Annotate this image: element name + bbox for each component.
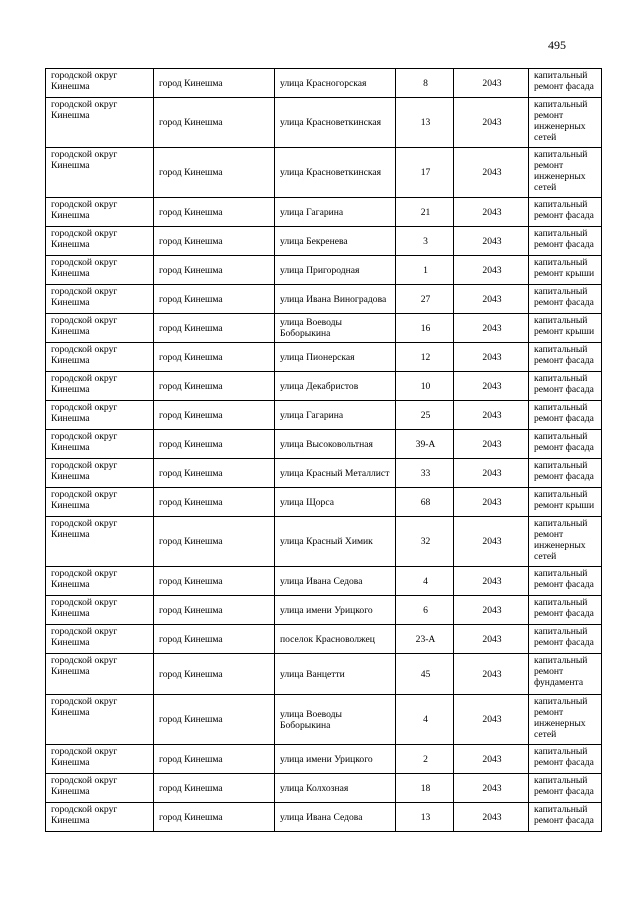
street-cell: улица Воеводы Боборыкина <box>275 695 396 745</box>
house-cell: 27 <box>396 285 454 314</box>
registry-table <box>45 68 602 832</box>
street-cell: улица Щорса <box>275 488 396 517</box>
table-row <box>46 774 602 803</box>
work-cell: капитальный ремонт фасада <box>529 227 602 256</box>
table-row <box>46 488 602 517</box>
house-cell: 25 <box>396 401 454 430</box>
house-cell: 12 <box>396 343 454 372</box>
okrug-cell: городской округ Кинешма <box>46 596 154 625</box>
okrug-cell: городской округ Кинешма <box>46 567 154 596</box>
okrug-cell: городской округ Кинешма <box>46 256 154 285</box>
street-cell: улица Ивана Виноградова <box>275 285 396 314</box>
table-row <box>46 148 602 198</box>
city-cell: город Кинешма <box>154 256 275 285</box>
house-cell: 4 <box>396 567 454 596</box>
year-cell: 2043 <box>454 567 529 596</box>
city-cell: город Кинешма <box>154 401 275 430</box>
table-row <box>46 567 602 596</box>
table-row <box>46 372 602 401</box>
house-cell: 45 <box>396 654 454 695</box>
table-row <box>46 314 602 343</box>
street-cell: улица Ивана Седова <box>275 567 396 596</box>
work-cell: капитальный ремонт фасада <box>529 625 602 654</box>
work-cell: капитальный ремонт фасада <box>529 567 602 596</box>
okrug-cell: городской округ Кинешма <box>46 98 154 148</box>
year-cell: 2043 <box>454 488 529 517</box>
year-cell: 2043 <box>454 803 529 832</box>
city-cell: город Кинешма <box>154 285 275 314</box>
work-cell: капитальный ремонт крыши <box>529 488 602 517</box>
street-cell: улица Ванцетти <box>275 654 396 695</box>
year-cell: 2043 <box>454 459 529 488</box>
year-cell: 2043 <box>454 695 529 745</box>
table-row <box>46 227 602 256</box>
house-cell: 68 <box>396 488 454 517</box>
okrug-cell: городской округ Кинешма <box>46 198 154 227</box>
okrug-cell: городской округ Кинешма <box>46 517 154 567</box>
house-cell: 13 <box>396 98 454 148</box>
work-cell: капитальный ремонт фасада <box>529 401 602 430</box>
house-cell: 4 <box>396 695 454 745</box>
house-cell: 16 <box>396 314 454 343</box>
house-cell: 17 <box>396 148 454 198</box>
work-cell: капитальный ремонт фасада <box>529 459 602 488</box>
okrug-cell: городской округ Кинешма <box>46 314 154 343</box>
table-row <box>46 625 602 654</box>
okrug-cell: городской округ Кинешма <box>46 343 154 372</box>
city-cell: город Кинешма <box>154 69 275 98</box>
city-cell: город Кинешма <box>154 343 275 372</box>
year-cell: 2043 <box>454 430 529 459</box>
work-cell: капитальный ремонт крыши <box>529 256 602 285</box>
street-cell: улица Декабристов <box>275 372 396 401</box>
street-cell: улица имени Урицкого <box>275 745 396 774</box>
city-cell: город Кинешма <box>154 567 275 596</box>
work-cell: капитальный ремонт фасада <box>529 343 602 372</box>
okrug-cell: городской округ Кинешма <box>46 488 154 517</box>
work-cell: капитальный ремонт инженерных сетей <box>529 148 602 198</box>
house-cell: 8 <box>396 69 454 98</box>
city-cell: город Кинешма <box>154 774 275 803</box>
street-cell: улица Гагарина <box>275 401 396 430</box>
house-cell: 21 <box>396 198 454 227</box>
table-row <box>46 745 602 774</box>
city-cell: город Кинешма <box>154 314 275 343</box>
work-cell: капитальный ремонт крыши <box>529 314 602 343</box>
street-cell: улица Воеводы Боборыкина <box>275 314 396 343</box>
okrug-cell: городской округ Кинешма <box>46 695 154 745</box>
work-cell: капитальный ремонт фасада <box>529 774 602 803</box>
street-cell: улица Красный Химик <box>275 517 396 567</box>
city-cell: город Кинешма <box>154 695 275 745</box>
work-cell: капитальный ремонт инженерных сетей <box>529 695 602 745</box>
house-cell: 6 <box>396 596 454 625</box>
okrug-cell: городской округ Кинешма <box>46 654 154 695</box>
table-row <box>46 596 602 625</box>
okrug-cell: городской округ Кинешма <box>46 69 154 98</box>
street-cell: улица Красноветкинская <box>275 98 396 148</box>
okrug-cell: городской округ Кинешма <box>46 803 154 832</box>
work-cell: капитальный ремонт фасада <box>529 745 602 774</box>
city-cell: город Кинешма <box>154 596 275 625</box>
year-cell: 2043 <box>454 372 529 401</box>
city-cell: город Кинешма <box>154 148 275 198</box>
work-cell: капитальный ремонт фасада <box>529 285 602 314</box>
street-cell: улица Гагарина <box>275 198 396 227</box>
house-cell: 32 <box>396 517 454 567</box>
city-cell: город Кинешма <box>154 488 275 517</box>
page-number: 495 <box>548 38 566 52</box>
street-cell: улица Красный Металлист <box>275 459 396 488</box>
okrug-cell: городской округ Кинешма <box>46 227 154 256</box>
okrug-cell: городской округ Кинешма <box>46 745 154 774</box>
work-cell: капитальный ремонт фасада <box>529 198 602 227</box>
table-row <box>46 517 602 567</box>
table-row <box>46 343 602 372</box>
city-cell: город Кинешма <box>154 227 275 256</box>
city-cell: город Кинешма <box>154 198 275 227</box>
street-cell: улица Пригородная <box>275 256 396 285</box>
year-cell: 2043 <box>454 285 529 314</box>
city-cell: город Кинешма <box>154 625 275 654</box>
table-row <box>46 430 602 459</box>
okrug-cell: городской округ Кинешма <box>46 148 154 198</box>
table-row <box>46 401 602 430</box>
city-cell: город Кинешма <box>154 459 275 488</box>
house-cell: 1 <box>396 256 454 285</box>
year-cell: 2043 <box>454 343 529 372</box>
street-cell: улица Красноветкинская <box>275 148 396 198</box>
okrug-cell: городской округ Кинешма <box>46 285 154 314</box>
year-cell: 2043 <box>454 596 529 625</box>
year-cell: 2043 <box>454 198 529 227</box>
house-cell: 23-А <box>396 625 454 654</box>
house-cell: 13 <box>396 803 454 832</box>
okrug-cell: городской округ Кинешма <box>46 430 154 459</box>
street-cell: улица Бекренева <box>275 227 396 256</box>
work-cell: капитальный ремонт фасада <box>529 596 602 625</box>
year-cell: 2043 <box>454 98 529 148</box>
okrug-cell: городской округ Кинешма <box>46 774 154 803</box>
year-cell: 2043 <box>454 256 529 285</box>
city-cell: город Кинешма <box>154 654 275 695</box>
table-row <box>46 98 602 148</box>
work-cell: капитальный ремонт фасада <box>529 803 602 832</box>
work-cell: капитальный ремонт инженерных сетей <box>529 517 602 567</box>
okrug-cell: городской округ Кинешма <box>46 401 154 430</box>
street-cell: улица Высоковольтная <box>275 430 396 459</box>
city-cell: город Кинешма <box>154 98 275 148</box>
table-row <box>46 695 602 745</box>
table-row <box>46 285 602 314</box>
year-cell: 2043 <box>454 227 529 256</box>
table-row <box>46 459 602 488</box>
table-row <box>46 69 602 98</box>
table-row <box>46 198 602 227</box>
year-cell: 2043 <box>454 148 529 198</box>
house-cell: 33 <box>396 459 454 488</box>
street-cell: улица имени Урицкого <box>275 596 396 625</box>
street-cell: поселок Красноволжец <box>275 625 396 654</box>
year-cell: 2043 <box>454 69 529 98</box>
work-cell: капитальный ремонт инженерных сетей <box>529 98 602 148</box>
house-cell: 18 <box>396 774 454 803</box>
year-cell: 2043 <box>454 314 529 343</box>
okrug-cell: городской округ Кинешма <box>46 459 154 488</box>
city-cell: город Кинешма <box>154 745 275 774</box>
street-cell: улица Колхозная <box>275 774 396 803</box>
city-cell: город Кинешма <box>154 372 275 401</box>
year-cell: 2043 <box>454 517 529 567</box>
table-row <box>46 654 602 695</box>
street-cell: улица Ивана Седова <box>275 803 396 832</box>
house-cell: 39-А <box>396 430 454 459</box>
year-cell: 2043 <box>454 654 529 695</box>
work-cell: капитальный ремонт фасада <box>529 69 602 98</box>
work-cell: капитальный ремонт фасада <box>529 430 602 459</box>
street-cell: улица Пионерская <box>275 343 396 372</box>
house-cell: 2 <box>396 745 454 774</box>
table-row <box>46 803 602 832</box>
city-cell: город Кинешма <box>154 517 275 567</box>
house-cell: 3 <box>396 227 454 256</box>
year-cell: 2043 <box>454 625 529 654</box>
city-cell: город Кинешма <box>154 430 275 459</box>
work-cell: капитальный ремонт фундамента <box>529 654 602 695</box>
okrug-cell: городской округ Кинешма <box>46 372 154 401</box>
house-cell: 10 <box>396 372 454 401</box>
work-cell: капитальный ремонт фасада <box>529 372 602 401</box>
table-row <box>46 256 602 285</box>
city-cell: город Кинешма <box>154 803 275 832</box>
registry-table-body <box>46 69 602 832</box>
year-cell: 2043 <box>454 401 529 430</box>
year-cell: 2043 <box>454 745 529 774</box>
year-cell: 2043 <box>454 774 529 803</box>
okrug-cell: городской округ Кинешма <box>46 625 154 654</box>
street-cell: улица Красногорская <box>275 69 396 98</box>
